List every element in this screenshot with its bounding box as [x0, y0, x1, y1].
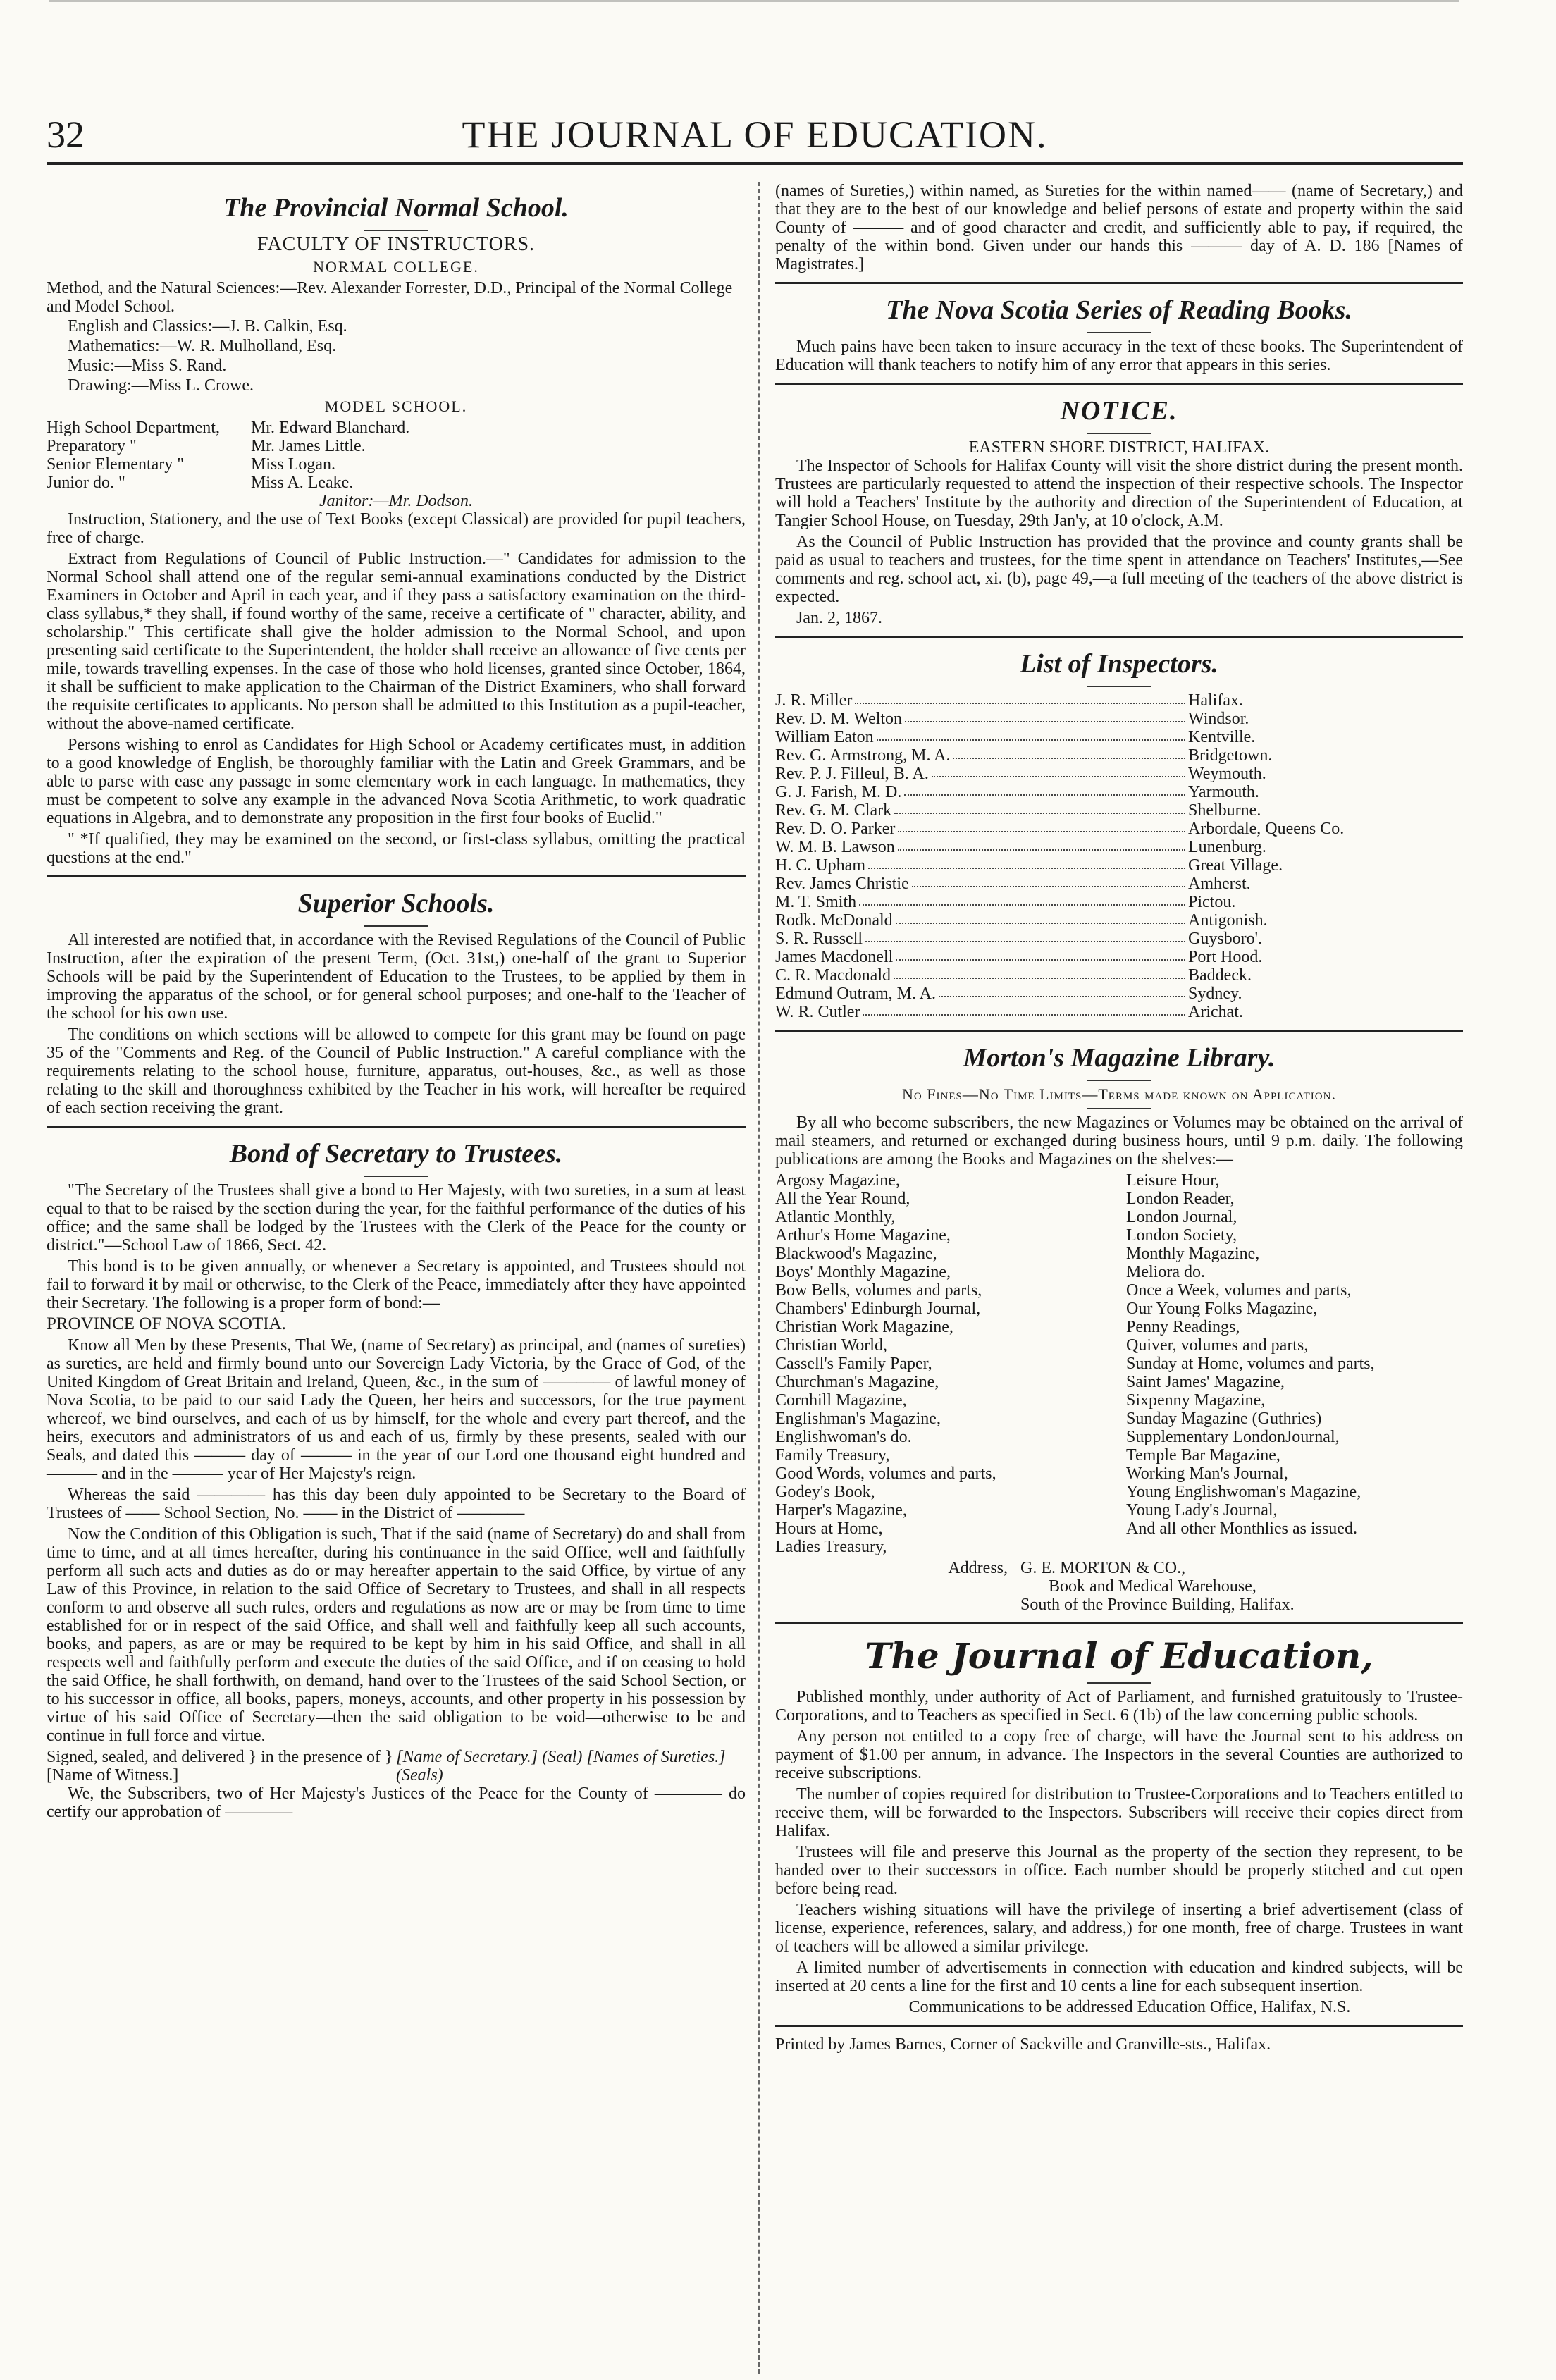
paragraph: Much pains have been taken to insure accuracy in the text of these books. The Superintendent of Education will thank teachers to notify him of any error that appears in this series. [775, 338, 1463, 374]
dot-leader [859, 893, 1185, 906]
inspector-place: Port Hood. [1188, 948, 1263, 966]
inspector-name: William Eaton [775, 728, 874, 746]
inspectors-title: List of Inspectors. [1020, 649, 1218, 679]
magazine-item: And all other Monthlies as issued. [1126, 1519, 1357, 1538]
address-line: Book and Medical Warehouse, [1049, 1577, 1256, 1596]
inspector-row [775, 966, 1463, 985]
inspector-row [775, 911, 1463, 930]
teacher-name: Mr. Edward Blanchard. [251, 419, 410, 437]
inspector-name: G. J. Farish, M. D. [775, 783, 902, 801]
inspector-name: Edmund Outram, M. A. [775, 985, 936, 1003]
paragraph: This bond is to be given annually, or whenever a Secretary is appointed, and Trustees should not fail to forward it by mail or otherwise, to the Clerk of the Peace, immediately after they have appointed their Secretary. The following is a proper form of bond:— [47, 1257, 746, 1312]
staff-item: Drawing:—Miss L. Crowe. [68, 376, 254, 395]
dot-leader [896, 911, 1185, 924]
section-rule [775, 2025, 1463, 2027]
dot-leader [905, 710, 1185, 722]
paragraph: "The Secretary of the Trustees shall give a bond to Her Majesty, with two sureties, in a sum at least equal to that to be raised by the section during the year, for the faithful performance of the duties of his office; and the same shall be lodged by the Trustees with the Clerk of the Peace for the county or district."—School Law of 1866, Sect. 42. [47, 1181, 746, 1254]
dot-leader [868, 856, 1185, 869]
inspector-row [775, 820, 1463, 838]
magazine-item: Sixpenny Magazine, [1126, 1391, 1266, 1410]
magazine-item: London Reader, [1126, 1190, 1235, 1208]
divider [1087, 1080, 1151, 1081]
dot-leader [863, 1003, 1185, 1016]
paragraph: Instruction, Stationery, and the use of Text Books (except Classical) are provided for pupil teachers, free of charge. [47, 510, 746, 547]
dot-leader [894, 801, 1185, 814]
bond-form-paragraph: Now the Condition of this Obligation is such, That if the said (name of Secretary) do and shall from time to time, and at all times hereafter, during his continuance in the said Office, well and faithfully perform all such acts and duties as do or may hereafter appertain to the said Office, by virtue of any Law of this Province, in relation to the said Office of Secretary to Trustees, and shall in all respects conform to and observe all such rules, orders and regulations as now are or may be from time to time established for or in respect of the said Office, and shall well and faithfully keep all such accounts, books, and papers, as are or may be required to be kept by him in his said Office, and shall in all respects well and faithfully perform and execute the duties of the said Office, and if on ceasing to hold the said Office, he shall forthwith, on demand, hand over to the Trustees of the said School Section, or to his successor in office, all books, papers, moneys, accounts, and other property in his possession by virtue of his said Office of Secretary—then the said obligation to be void—otherwise to be and continue in full force and virtue. [47, 1525, 746, 1745]
inspector-place: Antigonish. [1188, 911, 1268, 930]
divider [1087, 1682, 1151, 1684]
staff-list [47, 279, 746, 395]
staff-item: Method, and the Natural Sciences:—Rev. Alexander Forrester, D.D., Principal of the Normal College and Model School. [47, 279, 733, 316]
staff-item: Music:—Miss S. Rand. [68, 357, 227, 375]
magazine-item: Bow Bells, volumes and parts, [775, 1281, 982, 1300]
inspector-name: Rev. D. O. Parker [775, 820, 896, 838]
address-line: South of the Province Building, Halifax. [1020, 1596, 1295, 1614]
teacher-name: Miss Logan. [251, 455, 335, 474]
inspector-name: W. R. Cutler [775, 1003, 860, 1021]
magazine-item: London Society, [1126, 1226, 1237, 1245]
magazine-item: Christian World, [775, 1336, 887, 1355]
inspector-place: Lunenburg. [1188, 838, 1266, 856]
inspector-row [775, 985, 1463, 1003]
magazine-item: Cassell's Family Paper, [775, 1355, 932, 1373]
section-rule [775, 636, 1463, 638]
magazine-item: Boys' Monthly Magazine, [775, 1263, 951, 1281]
morton-tagline: No Fines—No Time Limits—Terms made known on Application. [902, 1085, 1336, 1103]
divider [1087, 1108, 1151, 1109]
inspector-name: Rev. G. Armstrong, M. A. [775, 746, 951, 765]
inspector-place: Pictou. [1188, 893, 1236, 911]
paragraph: Any person not entitled to a copy free of charge, will have the Journal sent to his address on payment of $1.00 per annum, in advance. The Inspectors in the several Counties are authorized to receive subscriptions. [775, 1727, 1463, 1782]
inspector-name: Rev. G. M. Clark [775, 801, 892, 820]
morton-address [1020, 1559, 1295, 1614]
inspector-place: Shelburne. [1188, 801, 1261, 820]
bond-form-paragraph: Whereas the said ———— has this day been duly appointed to be Secretary to the Board of Trustees of —— School Section, No. —— in the District of ———— [47, 1486, 746, 1522]
magazine-item: Christian Work Magazine, [775, 1318, 953, 1336]
inspector-row [775, 728, 1463, 746]
dot-leader [877, 728, 1185, 741]
inspector-place: Amherst. [1188, 875, 1251, 893]
magazine-item: Quiver, volumes and parts, [1126, 1336, 1309, 1355]
section-rule [775, 383, 1463, 385]
magazine-item: Family Treasury, [775, 1446, 890, 1465]
section-rule [775, 1030, 1463, 1032]
dot-leader [898, 838, 1185, 851]
inspector-place: Baddeck. [1188, 966, 1252, 985]
divider [364, 925, 428, 927]
inspector-place: Guysboro'. [1188, 930, 1262, 948]
dot-leader [939, 985, 1185, 997]
teacher-name: Miss A. Leake. [251, 474, 354, 492]
magazine-item: Atlantic Monthly, [775, 1208, 896, 1226]
janitor-line: Janitor:—Mr. Dodson. [319, 492, 473, 510]
dept-name: High School Department, [47, 419, 220, 437]
dept-name: Senior Elementary " [47, 455, 185, 474]
inspector-list [775, 691, 1463, 1021]
magazine-item: Englishwoman's do. [775, 1428, 912, 1446]
province-heading: PROVINCE OF NOVA SCOTIA. [47, 1314, 286, 1333]
magazine-item: Sunday Magazine (Guthries) [1126, 1410, 1322, 1428]
inspector-place: Yarmouth. [1188, 783, 1259, 801]
paragraph: A limited number of advertisements in connection with education and kindred subjects, will be inserted at 20 cents a line for the first and 10 cents a line for each subsequent insertion. [775, 1959, 1463, 1995]
running-header [47, 113, 1463, 164]
paragraph: Communications to be addressed Education Office, Halifax, N.S. [908, 1998, 1351, 2016]
dot-leader [855, 691, 1185, 704]
divider [364, 1176, 428, 1177]
inspector-place: Windsor. [1188, 710, 1249, 728]
magazine-item: Our Young Folks Magazine, [1126, 1300, 1318, 1318]
magazine-item: Argosy Magazine, [775, 1171, 900, 1190]
inspector-name: Rev. D. M. Welton [775, 710, 903, 728]
paragraph: We, the Subscribers, two of Her Majesty's Justices of the Peace for the County of ———— do certify our approbation of ———— [47, 1784, 746, 1821]
inspector-place: Sydney. [1188, 985, 1242, 1003]
signed-right: [Name of Secretary.] (Seal) [Names of Sureties.] (Seals) [396, 1748, 726, 1784]
divider [364, 230, 428, 231]
department-row [47, 455, 746, 474]
paragraph: The number of copies required for distribution to Trustee-Corporations and to Teachers entitled to receive them, will be forwarded to the Inspectors. Subscribers will receive their copies direct from Halifax. [775, 1785, 1463, 1840]
right-column [775, 182, 1463, 2057]
dot-leader [896, 948, 1185, 961]
nova-scotia-title: The Nova Scotia Series of Reading Books. [886, 295, 1352, 325]
magazine-item: Once a Week, volumes and parts, [1126, 1281, 1352, 1300]
dot-leader [953, 746, 1185, 759]
inspector-name: H. C. Upham [775, 856, 865, 875]
teacher-name: Mr. James Little. [251, 437, 366, 455]
magazine-item: Saint James' Magazine, [1126, 1373, 1285, 1391]
inspector-place: Great Village. [1188, 856, 1283, 875]
notice-title: NOTICE. [1060, 396, 1178, 426]
dot-leader [898, 820, 1185, 832]
inspector-place: Kentville. [1188, 728, 1256, 746]
notice-subtitle: EASTERN SHORE DISTRICT, HALIFAX. [968, 438, 1270, 457]
inspector-row [775, 801, 1463, 820]
section-rule [775, 1622, 1463, 1624]
top-edge-rule [49, 0, 1459, 12]
notice-date: Jan. 2, 1867. [796, 609, 882, 627]
department-row [47, 437, 746, 455]
magazine-item: Meliora do. [1126, 1263, 1205, 1281]
dot-leader [865, 930, 1185, 942]
signed-left: Signed, sealed, and delivered } in the presence of } [Name of Witness.] [47, 1748, 393, 1784]
magazine-item: All the Year Round, [775, 1190, 910, 1208]
left-column [47, 182, 746, 1824]
department-list [47, 419, 746, 492]
signature-block [47, 1748, 746, 1784]
magazine-list-left [775, 1171, 1112, 1556]
staff-item: Mathematics:—W. R. Mulholland, Esq. [68, 337, 337, 355]
inspector-name: James Macdonell [775, 948, 894, 966]
paragraph: Teachers wishing situations will have the privilege of inserting a brief advertisement (class of license, experience, references, salary, and address,) for one month, free of charge. Trustees in want of teachers will be allowed a similar privilege. [775, 1901, 1463, 1956]
morton-title: Morton's Magazine Library. [963, 1043, 1276, 1073]
dot-leader [904, 783, 1185, 796]
magazine-item: Chambers' Edinburgh Journal, [775, 1300, 981, 1318]
page-number: 32 [47, 113, 85, 156]
dept-name: Junior do. " [47, 474, 125, 492]
printer-line: Printed by James Barnes, Corner of Sackville and Granville-sts., Halifax. [775, 2035, 1271, 2054]
inspector-row [775, 746, 1463, 765]
magazine-item: Godey's Book, [775, 1483, 875, 1501]
magazine-item: Ladies Treasury, [775, 1538, 887, 1556]
inspector-name: Rodk. McDonald [775, 911, 893, 930]
inspector-place: Bridgetown. [1188, 746, 1273, 765]
magazine-item: Blackwood's Magazine, [775, 1245, 937, 1263]
section-rule [47, 875, 746, 877]
header-rule [47, 162, 1463, 165]
magazine-item: Young Englishwoman's Magazine, [1126, 1483, 1362, 1501]
department-row [47, 419, 746, 437]
staff-item: English and Classics:—J. B. Calkin, Esq. [68, 317, 347, 335]
inspector-row [775, 875, 1463, 893]
inspector-row [775, 856, 1463, 875]
inspector-row [775, 783, 1463, 801]
superior-schools-title: Superior Schools. [297, 889, 495, 918]
inspector-name: S. R. Russell [775, 930, 863, 948]
address-label: Address, [948, 1559, 1008, 1577]
magazine-item: Cornhill Magazine, [775, 1391, 907, 1410]
paragraph: Persons wishing to enrol as Candidates for High School or Academy certificates must, in addition to a good knowledge of English, be thoroughly familiar with the Latin and Greek Grammars, and be able to parse with ease any passage in some elementary work in each language. In mathematics, they must be competent to solve any example in the advanced Nova Scotia Arithmetic, to work quadratic equations in Algebra, and to demonstrate any proposition in the first four books of Euclid." [47, 736, 746, 827]
dept-name: Preparatory " [47, 437, 137, 455]
inspector-name: M. T. Smith [775, 893, 857, 911]
inspector-row [775, 710, 1463, 728]
paragraph: Published monthly, under authority of Act of Parliament, and furnished gratuitously to Trustee-Corporations, and to Teachers as specified in Sect. 6 (1b) of the law concerning public schools. [775, 1688, 1463, 1725]
magazine-item: Churchman's Magazine, [775, 1373, 939, 1391]
divider [1087, 686, 1151, 687]
dot-leader [932, 765, 1185, 777]
inspector-row [775, 948, 1463, 966]
bond-title: Bond of Secretary to Trustees. [229, 1139, 563, 1169]
morton-address-block [775, 1559, 1463, 1614]
inspector-place: Halifax. [1188, 691, 1243, 710]
bond-form-paragraph: Know all Men by these Presents, That We, (name of Secretary) as principal, and (names of sureties) as sureties, are held and firmly bound unto our Sovereign Lady Victoria, by the Grace of God, of the United Kingdom of Great Britain and Ireland, Queen, &c., in the sum of ———— of lawful money of Nova Scotia, to be paid to our said Lady the Queen, her heirs and successors, for the true payment whereof, we bind ourselves, and each of us by himself, for the whole and every part thereof, and the heirs, executors and administrators of us and each of us, firmly by these presents, sealed with our Seals, and dated this ——— day of ——— in the year of our Lord one thousand eight hundred and ——— and in the ——— year of Her Majesty's reign. [47, 1336, 746, 1483]
paragraph: As the Council of Public Instruction has provided that the province and county grants shall be paid as usual to teachers and trustees, for the time spent in attendance on Teachers' Institutes,—See comments and reg. school act, xi. (b), page 49,—a full meeting of the teachers of the above district is expected. [775, 533, 1463, 606]
inspector-row [775, 765, 1463, 783]
paragraph: Trustees will file and preserve this Journal as the property of the section they represent, to be handed over to their successors in office. Each number should be properly stitched and cut open before being read. [775, 1843, 1463, 1898]
magazine-item: Good Words, volumes and parts, [775, 1465, 996, 1483]
inspector-row [775, 930, 1463, 948]
divider [1087, 332, 1151, 333]
magazine-item: Harper's Magazine, [775, 1501, 907, 1519]
magazine-item: Sunday at Home, volumes and parts, [1126, 1355, 1375, 1373]
model-school-heading: MODEL SCHOOL. [324, 397, 468, 415]
inspector-place: Weymouth. [1188, 765, 1266, 783]
magazine-item: Arthur's Home Magazine, [775, 1226, 951, 1245]
magazine-item: Monthly Magazine, [1126, 1245, 1260, 1263]
inspector-name: Rev. P. J. Filleul, B. A. [775, 765, 929, 783]
paragraph: " *If qualified, they may be examined on the second, or first-class syllabus, omitting the practical questions at the end." [47, 830, 746, 867]
journal-section-title: The Journal of Education, [865, 1635, 1373, 1677]
section-rule [47, 1126, 746, 1128]
dot-leader [912, 875, 1185, 887]
magazine-item: Hours at Home, [775, 1519, 883, 1538]
column-divider [758, 182, 760, 2374]
inspector-name: Rev. James Christie [775, 875, 909, 893]
faculty-heading: FACULTY OF INSTRUCTORS. [257, 233, 536, 255]
inspector-row [775, 1003, 1463, 1021]
paragraph: The Inspector of Schools for Halifax County will visit the shore district during the present month. Trustees are particularly requested to attend the inspection of their respective schools. The Inspector will hold a Teachers' Institute by the authority and direction of the Superintendent of Education, at Tangier School House, on Tuesday, 29th Jan'y, at 10 o'clock, A.M. [775, 457, 1463, 530]
inspector-place: Arbordale, Queens Co. [1188, 820, 1345, 838]
paragraph: Extract from Regulations of Council of Public Instruction.—" Candidates for admission to the Normal School shall attend one of the regular semi-annual examinations conducted by the District Examiners in October and April in each year, and if they pass a satisfactory examination on the third-class syllabus,* they shall, if found worthy of the same, receive a certificate of " character, ability, and scholarship." This certificate shall give the holder admission to the Normal School, and upon presenting said certificate to the Superintendent, the holder shall receive an allowance of five cents per mile, towards travelling expenses. In the case of those who hold licenses, granted since October, 1864, it shall be sufficient to make application to the Chairman of the District Examiners, who shall forward the requisite certificates to applicants. No person shall be admitted to this Institution as a pupil-teacher, without the above-named certificate. [47, 550, 746, 733]
magazine-list [775, 1171, 1463, 1556]
section-rule [775, 282, 1463, 284]
bond-continuation: (names of Sureties,) within named, as Sureties for the within named—— (name of Secretary,) and that they are to the best of our knowledge and belief persons of estate and property within the said County of ——— and of good character and credit, and sufficiently able to pay, if required, the penalty of the within bond. Given under our hands this ——— day of A. D. 186 [Names of Magistrates.] [775, 182, 1463, 273]
inspector-name: W. M. B. Lawson [775, 838, 895, 856]
magazine-item: Englishman's Magazine, [775, 1410, 941, 1428]
paragraph: All interested are notified that, in accordance with the Revised Regulations of the Council of Public Instruction, after the expiration of the present Term, (Oct. 31st,) one-half of the grant to Superior Schools will be paid by the Superintendent of Education to the Trustees, to be applied by them in improving the apparatus of the school, or for general school purposes; and one-half to the Teacher of the school for his own use. [47, 931, 746, 1023]
paragraph: By all who become subscribers, the new Magazines or Volumes may be obtained on the arrival of mail steamers, and returned or exchanged during business hours, until 9 p.m. daily. The following publications are among the Books and Magazines on the shelves:— [775, 1114, 1463, 1169]
magazine-item: Young Lady's Journal, [1126, 1501, 1278, 1519]
magazine-item: Working Man's Journal, [1126, 1465, 1288, 1483]
magazine-item: London Journal, [1126, 1208, 1237, 1226]
address-line: G. E. MORTON & CO., [1020, 1559, 1186, 1577]
inspector-place: Arichat. [1188, 1003, 1243, 1021]
magazine-item: Leisure Hour, [1126, 1171, 1220, 1190]
magazine-item: Supplementary LondonJournal, [1126, 1428, 1340, 1446]
department-row [47, 474, 746, 492]
inspector-name: C. R. Macdonald [775, 966, 891, 985]
inspector-row [775, 838, 1463, 856]
magazine-list-right [1126, 1171, 1463, 1556]
dot-leader [894, 966, 1185, 979]
magazine-item: Temple Bar Magazine, [1126, 1446, 1280, 1465]
normal-school-title: The Provincial Normal School. [223, 193, 569, 223]
paragraph: The conditions on which sections will be allowed to compete for this grant may be found on page 35 of the "Comments and Reg. of the Council of Public Instruction." A careful compliance with the requirements relating to the school house, furniture, apparatus, out-houses, &c., as well as those relating to the skill and thoroughness exhibited by the Teacher in his work, will hereafter be required of each section receiving the grant. [47, 1025, 746, 1117]
inspector-row [775, 893, 1463, 911]
inspector-row [775, 691, 1463, 710]
magazine-item: Penny Readings, [1126, 1318, 1240, 1336]
journal-title: THE JOURNAL OF EDUCATION. [462, 113, 1048, 156]
normal-college-heading: NORMAL COLLEGE. [313, 258, 479, 276]
inspector-name: J. R. Miller [775, 691, 853, 710]
divider [1087, 433, 1151, 434]
